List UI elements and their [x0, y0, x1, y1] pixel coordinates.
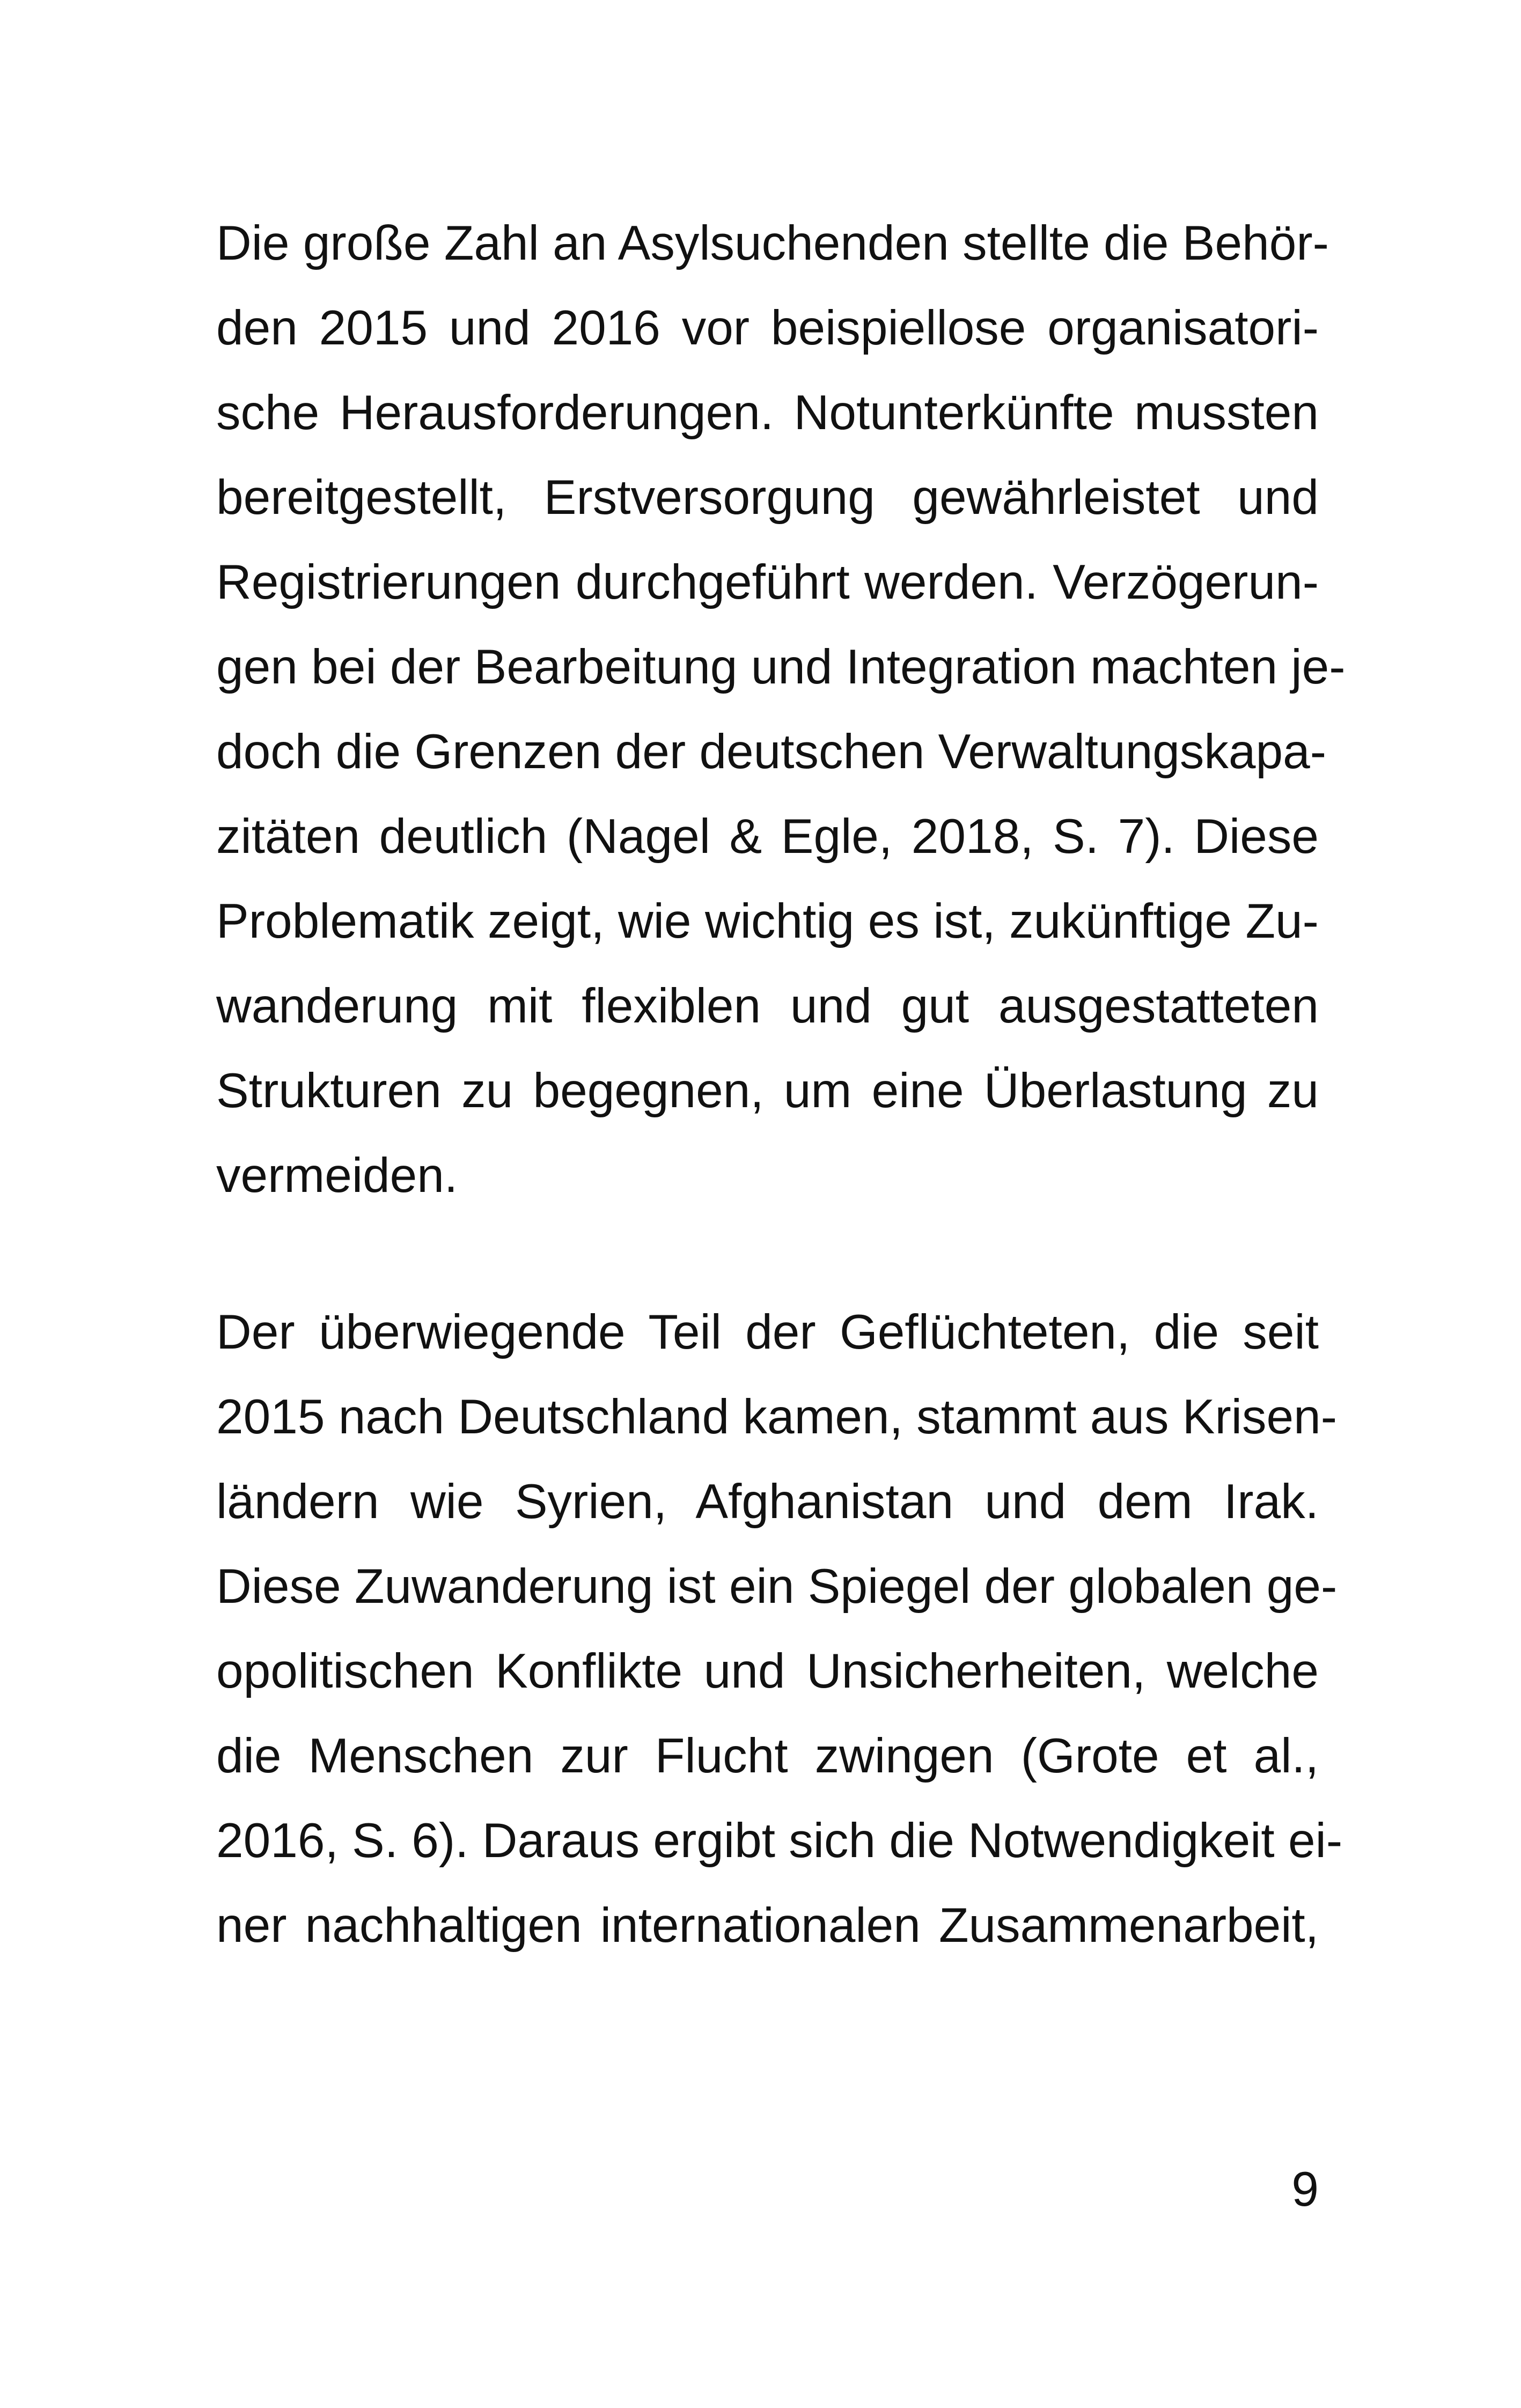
- text-line: sche Herausforderungen. Notunterkünfte mussten: [216, 386, 1319, 440]
- text-line-last: vermeiden.: [216, 1148, 458, 1203]
- text-line: 2016, S. 6). Daraus ergibt sich die Notwendigkeit ei-: [216, 1814, 1343, 1868]
- text-line: Registrierungen durchgeführt werden. Verzögerun-: [216, 555, 1319, 609]
- paragraph-2: [216, 1290, 1343, 1968]
- text-line: ner nachhaltigen internationalen Zusammenarbeit,: [216, 1898, 1319, 1953]
- text-line: zitäten deutlich (Nagel & Egle, 2018, S. 7). Diese: [216, 809, 1319, 864]
- text-line: die Menschen zur Flucht zwingen (Grote et al.,: [216, 1729, 1319, 1783]
- text-line: Der überwiegende Teil der Geflüchteten, die seit: [216, 1305, 1319, 1359]
- page-number: 9: [1291, 2162, 1319, 2216]
- text-line: ländern wie Syrien, Afghanistan und dem Irak.: [216, 1475, 1319, 1529]
- text-line: bereitgestellt, Erstversorgung gewährleistet und: [216, 470, 1319, 525]
- text-line: den 2015 und 2016 vor beispiellose organisatori-: [216, 301, 1319, 355]
- text-line: gen bei der Bearbeitung und Integration machten je-: [216, 640, 1346, 694]
- text-line: Problematik zeigt, wie wichtig es ist, zukünftige Zu-: [216, 894, 1319, 948]
- text-line: wanderung mit flexiblen und gut ausgestatteten: [216, 979, 1319, 1033]
- paragraph-1: [216, 201, 1346, 1218]
- text-line: opolitischen Konflikte und Unsicherheiten, welche: [216, 1644, 1319, 1698]
- text-line: Strukturen zu begegnen, um eine Überlastung zu: [216, 1064, 1319, 1118]
- text-line: Diese Zuwanderung ist ein Spiegel der globalen ge-: [216, 1559, 1338, 1614]
- text-line: 2015 nach Deutschland kamen, stammt aus Krisen-: [216, 1390, 1338, 1444]
- text-line: Die große Zahl an Asylsuchenden stellte die Behör-: [216, 216, 1329, 270]
- text-line: doch die Grenzen der deutschen Verwaltungskapa-: [216, 725, 1327, 779]
